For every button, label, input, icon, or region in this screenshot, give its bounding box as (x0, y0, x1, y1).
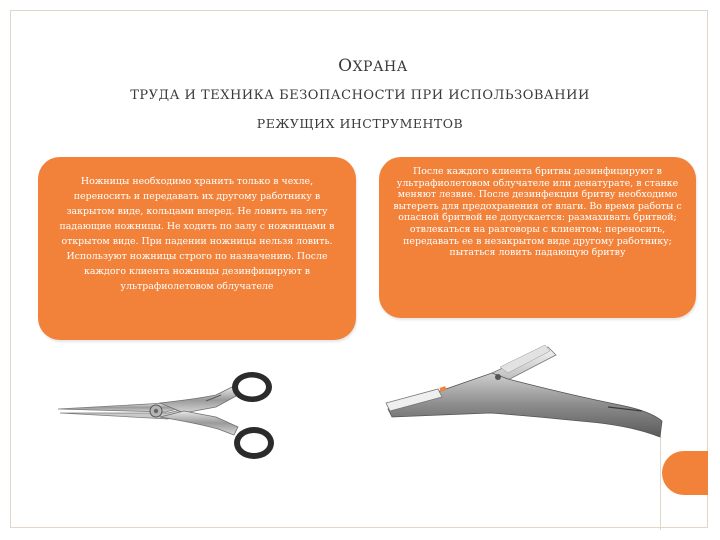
razor-image (380, 325, 680, 465)
slide-title-line-2: ТРУДА И ТЕХНИКА БЕЗОПАСНОСТИ ПРИ ИСПОЛЬЗОВАНИИ (130, 88, 590, 103)
razor-safety-card: После каждого клиента бритвы дезинфицируют в ультрафиолетовом облучателе или денатурате, в станке меняют лезвие. После дезинфекции бритву необходимо вытереть для предохранения от влаги. Во время работы с опасной бритвой не допускается: размахивать бритвой; отвлекаться на разговоры с клиентом; переносить, передавать ее в незакрытом виде другому работнику; пытаться ловить падающую бритву (379, 157, 696, 318)
slide-title-line-3: РЕЖУЩИХ ИНСТРУМЕНТОВ (256, 116, 464, 131)
title-first-letter: О (338, 56, 353, 76)
accent-tab (662, 451, 708, 495)
slide-title-line-1 (0, 56, 720, 76)
title-first-rest: ХРАНА (352, 59, 408, 75)
scissors-safety-card: Ножницы необходимо хранить только в чехле, переносить и передавать их другому работнику в закрытом виде, кольцами вперед. Не ловить на лету падающие ножницы. Не ходить по залу с ножницами в открытом виде. При падении ножницы нельзя ловить. Используют ножницы строго по назначению. После каждого клиента ножницы дезинфицируют в ультрафиолетовом облучателе (38, 157, 356, 340)
scissors-image (56, 365, 302, 465)
